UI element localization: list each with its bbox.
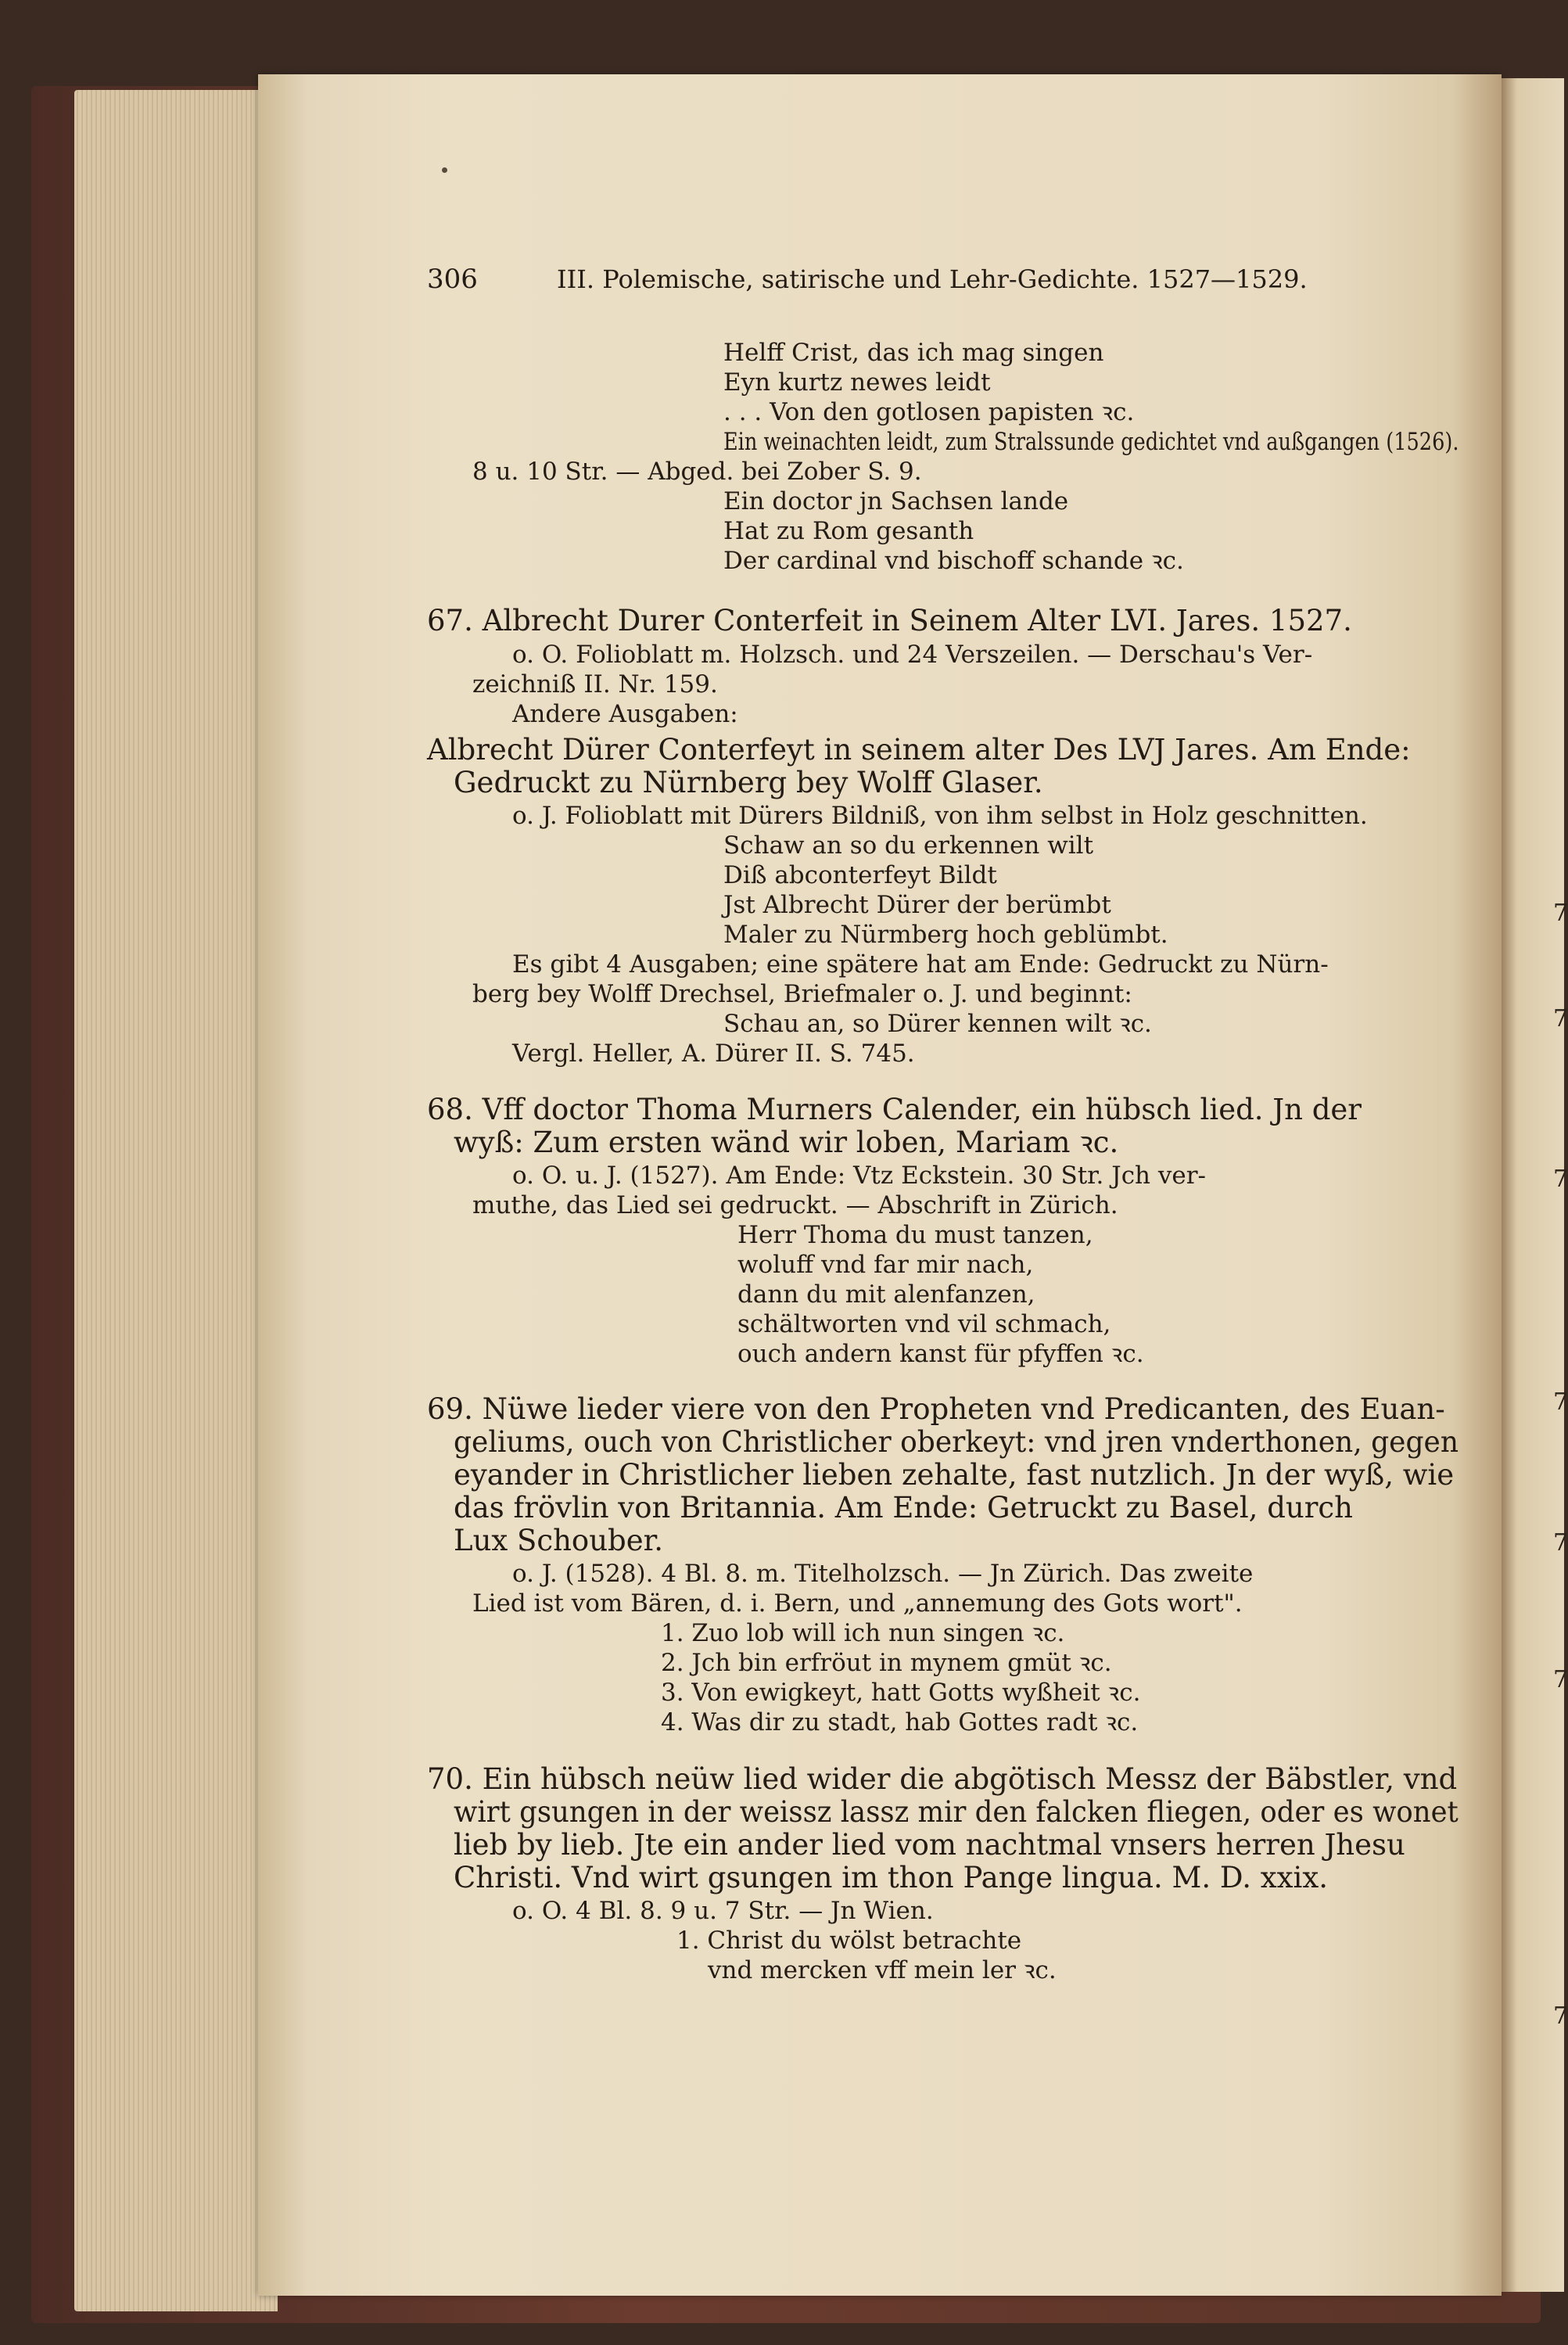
text-line: Es gibt 4 Ausgaben; eine spätere hat am Ende: Gedruckt zu Nürn- [512,950,1329,979]
text-line: 67. Albrecht Durer Conterfeit in Seinem Alter LVI. Jares. 1527. [427,604,1352,637]
text-line: Schau an, so Dürer kennen wilt ꝛc. [723,1010,1152,1038]
text-line: 1. Christ du wölst betrachte [676,1927,1022,1955]
text-line: Maler zu Nürmberg hoch geblümbt. [723,921,1168,949]
text-line: berg bey Wolff Drechsel, Briefmaler o. J. und beginnt: [472,980,1132,1008]
text-line: 1. Zuo lob will ich nun singen ꝛc. [661,1619,1065,1647]
text-line: Vergl. Heller, A. Dürer II. S. 745. [512,1040,915,1068]
text-line: Ein doctor jn Sachsen lande [723,487,1069,515]
facing-page-fragment: 7 [1553,1666,1568,1693]
text-line: Der cardinal vnd bischoff schande ꝛc. [723,547,1184,575]
text-line: Ein weinachten leidt, zum Stralssunde gedichtet vnd außgangen (1526). [723,428,1459,456]
text-line: Hat zu Rom gesanth [723,517,974,545]
facing-page-fragment: 7 [1553,1005,1568,1032]
text-line: wyß: Zum ersten wänd wir loben, Mariam ꝛc. [454,1126,1119,1159]
text-line: schältworten vnd vil schmach, [737,1310,1111,1338]
text-line: o. O. 4 Bl. 8. 9 u. 7 Str. — Jn Wien. [512,1897,934,1925]
text-line: Gedruckt zu Nürnberg bey Wolff Glaser. [454,766,1043,799]
text-line: dann du mit alenfanzen, [737,1280,1035,1309]
text-line: geliums, ouch von Christlicher oberkeyt: vnd jren vnderthonen, gegen [454,1425,1459,1459]
text-line: Lux Schouber. [454,1524,663,1557]
text-line: wirt gsungen in der weissz lassz mir den falcken fliegen, oder es wonet [454,1795,1459,1829]
text-line: vnd mercken vff mein ler ꝛc. [708,1956,1057,1984]
text-line: zeichniß II. Nr. 159. [472,670,718,698]
text-line: 70. Ein hübsch neüw lied wider die abgötisch Messz der Bäbstler, vnd [427,1762,1458,1796]
text-line: lieb by lieb. Jte ein ander lied vom nachtmal vnsers herren Jhesu [454,1828,1405,1862]
page-number: 306 [427,264,478,295]
text-line: 68. Vff doctor Thoma Murners Calender, ein hübsch lied. Jn der [427,1093,1362,1126]
text-line: eyander in Christlicher lieben zehalte, fast nutzlich. Jn der wyß, wie [454,1458,1455,1492]
text-line: 4. Was dir zu stadt, hab Gottes radt ꝛc. [661,1708,1139,1736]
text-line: Helff Crist, das ich mag singen [723,339,1104,367]
text-line: das frövlin von Britannia. Am Ende: Getruckt zu Basel, durch [454,1491,1353,1524]
text-line: Lied ist vom Bären, d. i. Bern, und „annemung des Gots wort". [472,1589,1243,1618]
text-line: woluff vnd far mir nach, [737,1251,1034,1279]
facing-page-fragment: 7 [1553,2002,1568,2030]
facing-page-fragment: 7 [1553,1388,1568,1416]
text-line: Jst Albrecht Dürer der berümbt [723,891,1111,919]
text-line: Andere Ausgaben: [512,700,738,728]
text-line: o. J. (1528). 4 Bl. 8. m. Titelholzsch. — Jn Zürich. Das zweite [512,1560,1254,1588]
text-line: 8 u. 10 Str. — Abged. bei Zober S. 9. [472,458,922,486]
text-line: Herr Thoma du must tanzen, [737,1221,1093,1249]
facing-page-fragment: 7 [1553,900,1568,927]
text-line: Schaw an so du erkennen wilt [723,831,1094,860]
text-line: ouch andern kanst für pfyffen ꝛc. [737,1340,1144,1368]
text-line: Albrecht Dürer Conterfeyt in seinem alter Des LVJ Jares. Am Ende: [427,733,1411,767]
facing-page-fragment: 7 [1553,1165,1568,1193]
text-line: Diß abconterfeyt Bildt [723,861,997,889]
text-line: muthe, das Lied sei gedruckt. — Abschrift in Zürich. [472,1191,1118,1219]
text-line: o. J. Folioblatt mit Dürers Bildniß, von ihm selbst in Holz geschnitten. [512,802,1368,830]
text-line: o. O. u. J. (1527). Am Ende: Vtz Eckstein. 30 Str. Jch ver- [512,1162,1207,1190]
facing-page-fragment: 7 [1553,1529,1568,1557]
text-line: 3. Von ewigkeyt, hatt Gotts wyßheit ꝛc. [661,1679,1141,1707]
text-line: 2. Jch bin erfröut in mynem gmüt ꝛc. [661,1649,1112,1677]
text-line: 69. Nüwe lieder viere von den Propheten vnd Predicanten, des Euan- [427,1392,1445,1426]
text-line: o. O. Folioblatt m. Holzsch. und 24 Verszeilen. — Derschau's Ver- [512,641,1313,669]
text-line: Christi. Vnd wirt gsungen im thon Pange lingua. M. D. xxix. [454,1861,1328,1894]
text-line: . . . Von den gotlosen papisten ꝛc. [723,398,1135,426]
text-line: Eyn kurtz newes leidt [723,368,991,397]
running-title: III. Polemische, satirische und Lehr-Gedichte. 1527—1529. [557,264,1308,294]
